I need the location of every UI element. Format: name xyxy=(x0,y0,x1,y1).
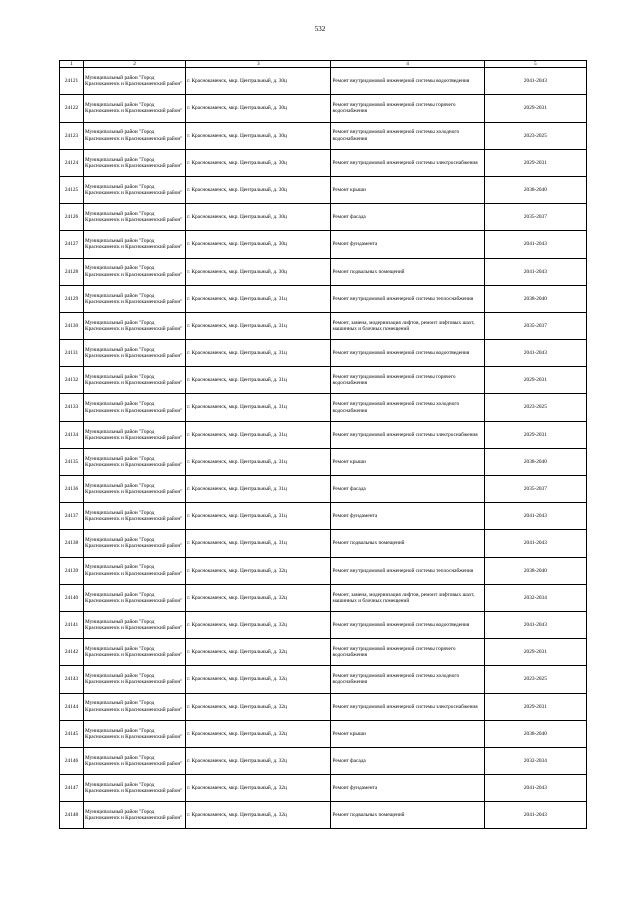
table-row xyxy=(60,204,587,231)
municipality-cell: Муниципальный район "Город Краснокаменск и Краснокаменский район" xyxy=(84,176,186,203)
period-cell: 2029-2031 xyxy=(484,421,586,448)
municipality-cell: Муниципальный район "Город Краснокаменск и Краснокаменский район" xyxy=(84,312,186,339)
period-cell: 2041-2043 xyxy=(484,611,586,638)
municipality-cell: Муниципальный район "Город Краснокаменск и Краснокаменский район" xyxy=(84,231,186,258)
row-number: 24136 xyxy=(60,476,84,503)
address-cell: г. Краснокаменск, мкр. Центральный, д. 32ц xyxy=(186,802,331,829)
period-cell: 2038-2040 xyxy=(484,720,586,747)
row-number: 24122 xyxy=(60,95,84,122)
municipality-cell: Муниципальный район "Город Краснокаменск и Краснокаменский район" xyxy=(84,476,186,503)
work-type-cell: Ремонт крыши xyxy=(331,176,484,203)
row-number: 24142 xyxy=(60,639,84,666)
row-number: 24143 xyxy=(60,666,84,693)
row-number: 24123 xyxy=(60,122,84,149)
work-type-cell: Ремонт внутридомовой инженерной системы горячего водоснабжения xyxy=(331,639,484,666)
period-cell: 2041-2043 xyxy=(484,503,586,530)
row-number: 24145 xyxy=(60,720,84,747)
work-type-cell: Ремонт фасада xyxy=(331,204,484,231)
work-type-cell: Ремонт фундамента xyxy=(331,775,484,802)
address-cell: г. Краснокаменск, мкр. Центральный, д. 30ц xyxy=(186,95,331,122)
row-number: 24147 xyxy=(60,775,84,802)
work-type-cell: Ремонт внутридомовой инженерной системы теплоснабжения xyxy=(331,285,484,312)
table-row xyxy=(60,285,587,312)
work-type-cell: Ремонт внутридомовой инженерной системы электроснабжения xyxy=(331,693,484,720)
row-number: 24141 xyxy=(60,611,84,638)
work-type-cell: Ремонт внутридомовой инженерной системы водоотведения xyxy=(331,68,484,95)
page-number: 532 xyxy=(314,25,326,33)
address-cell: г. Краснокаменск, мкр. Центральный, д. 32ц xyxy=(186,747,331,774)
table-body xyxy=(60,68,587,829)
period-cell: 2029-2031 xyxy=(484,149,586,176)
table-row xyxy=(60,584,587,611)
work-type-cell: Ремонт внутридомовой инженерной системы холодного водоснабжения xyxy=(331,394,484,421)
row-number: 24140 xyxy=(60,584,84,611)
table-row xyxy=(60,176,587,203)
period-cell: 2032-2034 xyxy=(484,747,586,774)
period-cell: 2038-2040 xyxy=(484,448,586,475)
table-row xyxy=(60,421,587,448)
work-type-cell: Ремонт внутридомовой инженерной системы горячего водоснабжения xyxy=(331,95,484,122)
address-cell: г. Краснокаменск, мкр. Центральный, д. 30ц xyxy=(186,68,331,95)
row-number: 24121 xyxy=(60,68,84,95)
period-cell: 2023-2025 xyxy=(484,666,586,693)
municipality-cell: Муниципальный район "Город Краснокаменск и Краснокаменский район" xyxy=(84,204,186,231)
row-number: 24128 xyxy=(60,258,84,285)
address-cell: г. Краснокаменск, мкр. Центральный, д. 30ц xyxy=(186,231,331,258)
table-row xyxy=(60,68,587,95)
work-type-cell: Ремонт подвальных помещений xyxy=(331,530,484,557)
table-row xyxy=(60,720,587,747)
row-number: 24139 xyxy=(60,557,84,584)
period-cell: 2041-2043 xyxy=(484,258,586,285)
municipality-cell: Муниципальный район "Город Краснокаменск и Краснокаменский район" xyxy=(84,503,186,530)
row-number: 24135 xyxy=(60,448,84,475)
table-row xyxy=(60,231,587,258)
table-row xyxy=(60,747,587,774)
address-cell: г. Краснокаменск, мкр. Центральный, д. 30ц xyxy=(186,122,331,149)
table-row xyxy=(60,312,587,339)
work-type-cell: Ремонт внутридомовой инженерной системы холодного водоснабжения xyxy=(331,666,484,693)
address-cell: г. Краснокаменск, мкр. Центральный, д. 30ц xyxy=(186,176,331,203)
row-number: 24134 xyxy=(60,421,84,448)
work-type-cell: Ремонт внутридомовой инженерной системы теплоснабжения xyxy=(331,557,484,584)
work-type-cell: Ремонт фасада xyxy=(331,476,484,503)
period-cell: 2035-2037 xyxy=(484,204,586,231)
municipality-cell: Муниципальный район "Город Краснокаменск и Краснокаменский район" xyxy=(84,285,186,312)
municipality-cell: Муниципальный район "Город Краснокаменск и Краснокаменский район" xyxy=(84,367,186,394)
address-cell: г. Краснокаменск, мкр. Центральный, д. 32ц xyxy=(186,584,331,611)
municipality-cell: Муниципальный район "Город Краснокаменск и Краснокаменский район" xyxy=(84,530,186,557)
table-row xyxy=(60,639,587,666)
table-header xyxy=(60,61,587,68)
table-row xyxy=(60,503,587,530)
address-cell: г. Краснокаменск, мкр. Центральный, д. 31ц xyxy=(186,394,331,421)
address-cell: г. Краснокаменск, мкр. Центральный, д. 32ц xyxy=(186,557,331,584)
repair-schedule-table xyxy=(59,60,587,829)
row-number: 24146 xyxy=(60,747,84,774)
row-number: 24138 xyxy=(60,530,84,557)
table-row xyxy=(60,775,587,802)
table-row xyxy=(60,394,587,421)
municipality-cell: Муниципальный район "Город Краснокаменск и Краснокаменский район" xyxy=(84,95,186,122)
period-cell: 2041-2043 xyxy=(484,530,586,557)
work-type-cell: Ремонт, замена, модернизация лифтов, ремонт лифтовых шахт, машинных и блочных помещений xyxy=(331,584,484,611)
work-type-cell: Ремонт фундамента xyxy=(331,231,484,258)
work-type-cell: Ремонт внутридомовой инженерной системы водоотведения xyxy=(331,611,484,638)
municipality-cell: Муниципальный район "Город Краснокаменск и Краснокаменский район" xyxy=(84,747,186,774)
period-cell: 2029-2031 xyxy=(484,639,586,666)
municipality-cell: Муниципальный район "Город Краснокаменск и Краснокаменский район" xyxy=(84,149,186,176)
work-type-cell: Ремонт внутридомовой инженерной системы холодного водоснабжения xyxy=(331,122,484,149)
column-header-3: 3 xyxy=(186,61,331,68)
table-row xyxy=(60,448,587,475)
address-cell: г. Краснокаменск, мкр. Центральный, д. 31ц xyxy=(186,312,331,339)
period-cell: 2041-2043 xyxy=(484,68,586,95)
municipality-cell: Муниципальный район "Город Краснокаменск и Краснокаменский район" xyxy=(84,68,186,95)
row-number: 24144 xyxy=(60,693,84,720)
table-row xyxy=(60,340,587,367)
period-cell: 2029-2031 xyxy=(484,367,586,394)
municipality-cell: Муниципальный район "Город Краснокаменск и Краснокаменский район" xyxy=(84,122,186,149)
work-type-cell: Ремонт фундамента xyxy=(331,503,484,530)
table-row xyxy=(60,802,587,829)
address-cell: г. Краснокаменск, мкр. Центральный, д. 32ц xyxy=(186,666,331,693)
table-row xyxy=(60,476,587,503)
column-header-2: 2 xyxy=(84,61,186,68)
period-cell: 2041-2043 xyxy=(484,231,586,258)
period-cell: 2038-2040 xyxy=(484,176,586,203)
row-number: 24133 xyxy=(60,394,84,421)
address-cell: г. Краснокаменск, мкр. Центральный, д. 31ц xyxy=(186,367,331,394)
row-number: 24130 xyxy=(60,312,84,339)
address-cell: г. Краснокаменск, мкр. Центральный, д. 32ц xyxy=(186,720,331,747)
column-header-4: 4 xyxy=(331,61,484,68)
table-row xyxy=(60,149,587,176)
row-number: 24137 xyxy=(60,503,84,530)
municipality-cell: Муниципальный район "Город Краснокаменск и Краснокаменский район" xyxy=(84,258,186,285)
table-row xyxy=(60,530,587,557)
municipality-cell: Муниципальный район "Город Краснокаменск и Краснокаменский район" xyxy=(84,639,186,666)
municipality-cell: Муниципальный район "Город Краснокаменск и Краснокаменский район" xyxy=(84,448,186,475)
period-cell: 2041-2043 xyxy=(484,802,586,829)
address-cell: г. Краснокаменск, мкр. Центральный, д. 31ц xyxy=(186,340,331,367)
address-cell: г. Краснокаменск, мкр. Центральный, д. 31ц xyxy=(186,476,331,503)
row-number: 24131 xyxy=(60,340,84,367)
period-cell: 2038-2040 xyxy=(484,285,586,312)
work-type-cell: Ремонт подвальных помещений xyxy=(331,802,484,829)
address-cell: г. Краснокаменск, мкр. Центральный, д. 32ц xyxy=(186,639,331,666)
municipality-cell: Муниципальный район "Город Краснокаменск и Краснокаменский район" xyxy=(84,666,186,693)
work-type-cell: Ремонт крыши xyxy=(331,720,484,747)
work-type-cell: Ремонт внутридомовой инженерной системы электроснабжения xyxy=(331,421,484,448)
municipality-cell: Муниципальный район "Город Краснокаменск и Краснокаменский район" xyxy=(84,693,186,720)
work-type-cell: Ремонт внутридомовой инженерной системы горячего водоснабжения xyxy=(331,367,484,394)
work-type-cell: Ремонт внутридомовой инженерной системы водоотведения xyxy=(331,340,484,367)
address-cell: г. Краснокаменск, мкр. Центральный, д. 32ц xyxy=(186,611,331,638)
period-cell: 2038-2040 xyxy=(484,557,586,584)
address-cell: г. Краснокаменск, мкр. Центральный, д. 30ц xyxy=(186,149,331,176)
table-row xyxy=(60,666,587,693)
address-cell: г. Краснокаменск, мкр. Центральный, д. 30ц xyxy=(186,204,331,231)
municipality-cell: Муниципальный район "Город Краснокаменск и Краснокаменский район" xyxy=(84,584,186,611)
table-row xyxy=(60,611,587,638)
table-row xyxy=(60,557,587,584)
municipality-cell: Муниципальный район "Город Краснокаменск и Краснокаменский район" xyxy=(84,340,186,367)
period-cell: 2041-2043 xyxy=(484,340,586,367)
municipality-cell: Муниципальный район "Город Краснокаменск и Краснокаменский район" xyxy=(84,720,186,747)
address-cell: г. Краснокаменск, мкр. Центральный, д. 32ц xyxy=(186,693,331,720)
period-cell: 2029-2031 xyxy=(484,693,586,720)
table-row xyxy=(60,95,587,122)
address-cell: г. Краснокаменск, мкр. Центральный, д. 32ц xyxy=(186,775,331,802)
period-cell: 2041-2043 xyxy=(484,775,586,802)
work-type-cell: Ремонт подвальных помещений xyxy=(331,258,484,285)
address-cell: г. Краснокаменск, мкр. Центральный, д. 31ц xyxy=(186,285,331,312)
row-number: 24129 xyxy=(60,285,84,312)
column-number-row xyxy=(60,61,587,68)
period-cell: 2032-2034 xyxy=(484,584,586,611)
address-cell: г. Краснокаменск, мкр. Центральный, д. 31ц xyxy=(186,503,331,530)
row-number: 24148 xyxy=(60,802,84,829)
period-cell: 2023-2025 xyxy=(484,122,586,149)
row-number: 24132 xyxy=(60,367,84,394)
table-row xyxy=(60,693,587,720)
municipality-cell: Муниципальный район "Город Краснокаменск и Краснокаменский район" xyxy=(84,611,186,638)
address-cell: г. Краснокаменск, мкр. Центральный, д. 31ц xyxy=(186,530,331,557)
address-cell: г. Краснокаменск, мкр. Центральный, д. 30ц xyxy=(186,258,331,285)
table-row xyxy=(60,258,587,285)
work-type-cell: Ремонт, замена, модернизация лифтов, ремонт лифтовых шахт, машинных и блочных помещений xyxy=(331,312,484,339)
municipality-cell: Муниципальный район "Город Краснокаменск и Краснокаменский район" xyxy=(84,394,186,421)
address-cell: г. Краснокаменск, мкр. Центральный, д. 31ц xyxy=(186,448,331,475)
row-number: 24126 xyxy=(60,204,84,231)
period-cell: 2035-2037 xyxy=(484,312,586,339)
municipality-cell: Муниципальный район "Город Краснокаменск и Краснокаменский район" xyxy=(84,802,186,829)
column-header-5: 5 xyxy=(484,61,586,68)
period-cell: 2023-2025 xyxy=(484,394,586,421)
municipality-cell: Муниципальный район "Город Краснокаменск и Краснокаменский район" xyxy=(84,421,186,448)
address-cell: г. Краснокаменск, мкр. Центральный, д. 31ц xyxy=(186,421,331,448)
period-cell: 2035-2037 xyxy=(484,476,586,503)
municipality-cell: Муниципальный район "Город Краснокаменск и Краснокаменский район" xyxy=(84,775,186,802)
work-type-cell: Ремонт внутридомовой инженерной системы электроснабжения xyxy=(331,149,484,176)
period-cell: 2029-2031 xyxy=(484,95,586,122)
row-number: 24127 xyxy=(60,231,84,258)
row-number: 24124 xyxy=(60,149,84,176)
table-row xyxy=(60,367,587,394)
column-header-1: 1 xyxy=(60,61,84,68)
municipality-cell: Муниципальный район "Город Краснокаменск и Краснокаменский район" xyxy=(84,557,186,584)
work-type-cell: Ремонт фасада xyxy=(331,747,484,774)
work-type-cell: Ремонт крыши xyxy=(331,448,484,475)
table-row xyxy=(60,122,587,149)
row-number: 24125 xyxy=(60,176,84,203)
